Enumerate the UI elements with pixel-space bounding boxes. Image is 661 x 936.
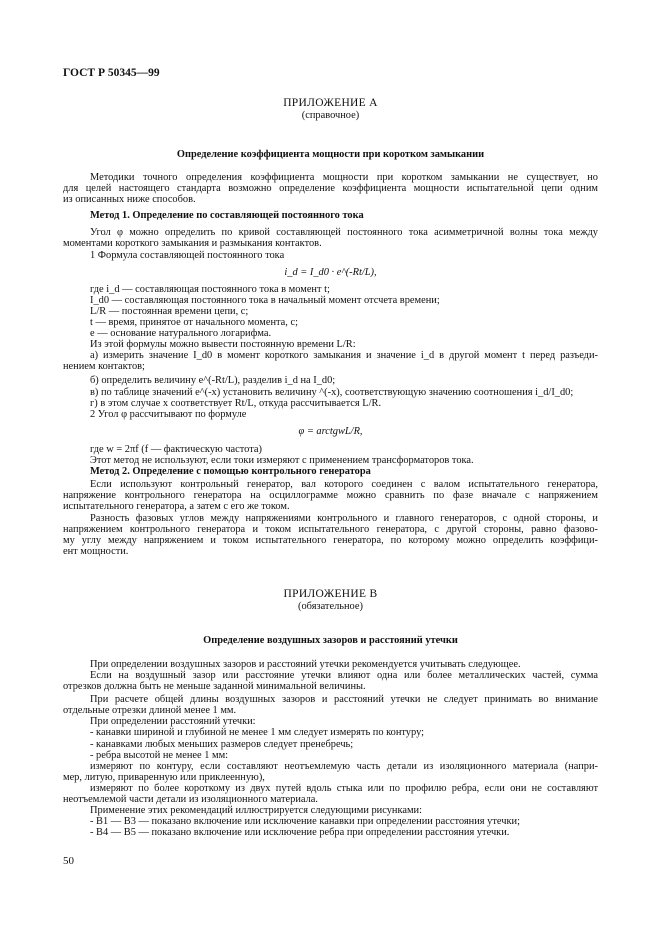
appendix-a-subtitle: (справочное): [301, 110, 360, 121]
appendix-a-heading: Определение коэффициента мощности при коротком замыкании: [176, 149, 485, 160]
m1-item-c: в) по таблице значений e^(-x) установить величину ^(-x), соответствующую значению соотношения i_d/I_d0;: [90, 387, 574, 398]
m1-item-a-line-1: а) измерить значение I_d0 в момент короткого замыкания и значение i_d в другой момент t перед разъеди-: [90, 350, 598, 361]
m2-paragraph-2-line-4: ент мощности.: [63, 546, 129, 557]
where-1-line-5: е — основание натурального логарифма.: [90, 328, 272, 339]
m2-paragraph-2-line-1: Разность фазовых углов между напряжениями контрольного и главного генераторов, с одной стороны, и: [90, 513, 598, 524]
appendix-b-title: ПРИЛОЖЕНИЕ В: [283, 588, 378, 600]
formula-1: i_d = I_d0 · e^(-Rt/L),: [284, 267, 377, 278]
method-1-heading: Метод 1. Определение по составляющей постоянного тока: [90, 210, 364, 221]
b-paragraph-1: При определении воздушных зазоров и расстояний утечки рекомендуется учитывать следующее.: [90, 659, 521, 670]
m2-paragraph-1-line-2: напряжение контрольного генератора на осциллограмме можно сравнить по фазе вначале с напряжением: [63, 490, 598, 501]
m1-paragraph-4: 2 Угол φ рассчитывают по формуле: [90, 409, 247, 420]
b-list-1-item-2: - канавками любых меньших размеров следует пренебречь;: [90, 739, 354, 750]
m1-item-a-line-2: нением контактов;: [63, 361, 145, 372]
b-paragraph-2-line-1: Если на воздушный зазор или расстояние утечки влияют одна или более металлических частей, сумма: [90, 670, 598, 681]
appendix-b-heading: Определение воздушных зазоров и расстояний утечки: [203, 635, 458, 646]
appendix-b-subtitle: (обязательное): [298, 601, 363, 612]
where-1-line-2: I_d0 — составляющая постоянного тока в начальный момент отсчета времени;: [90, 295, 440, 306]
where-2: где w = 2πf (f — фактическую частота): [90, 444, 262, 455]
b-paragraph-7: Применение этих рекомендаций иллюстрируется следующими рисунками:: [90, 805, 422, 816]
m1-item-b: б) определить величину e^(-Rt/L), разделив i_d на I_d0;: [90, 375, 336, 386]
b-list-1-item-3: - ребра высотой не менее 1 мм:: [90, 750, 229, 761]
b-list-2-item-1: - B1 — B3 — показано включение или исключение канавки при определении расстояния утечки;: [90, 816, 520, 827]
m2-paragraph-2-line-2: напряжением контрольного генератора и током испытательного генератора, с другой стороны, равно фазово-: [63, 524, 598, 535]
b-paragraph-6-line-2: неотъемлемой части детали из изоляционного материала.: [63, 794, 318, 805]
intro-line-2: для целей настоящего стандарта возможно определение коэффициента мощности испытательной цепи одним: [63, 183, 598, 194]
where-1-line-1: где i_d — составляющая постоянного тока в момент t;: [90, 284, 330, 295]
formula-2: φ = arctgwL/R,: [298, 426, 363, 437]
b-paragraph-4: При определении расстояний утечки:: [90, 716, 256, 727]
where-1-line-4: t — время, принятое от начального момента, с;: [90, 317, 298, 328]
page-number: 50: [63, 855, 74, 867]
b-paragraph-5-line-2: мер, литую, приваренную или приклеенную),: [63, 772, 265, 783]
b-list-2-item-2: - B4 — B5 — показано включение или исключение ребра при определении расстояния утечки.: [90, 827, 510, 838]
m2-paragraph-2-line-3: му углу между напряжением и током испытательного генератора, по которому можно определить коэффици-: [63, 535, 598, 546]
method-2-heading: Метод 2. Определение с помощью контрольного генератора: [90, 466, 371, 477]
b-paragraph-3-line-1: При расчете общей длины воздушных зазоров и расстояний утечки не следует принимать во внимание: [90, 694, 598, 705]
b-paragraph-5-line-1: измеряют по контуру, если составляют неотъемлемую часть детали из изоляционного материала (напри-: [90, 761, 598, 772]
m1-paragraph-1-line-1: Угол φ можно определить по кривой составляющей постоянного тока асимметричной волны тока между: [90, 227, 598, 238]
b-paragraph-6-line-1: измеряют по более короткому из двух путей вдоль стыка или по профилю ребра, если они не составляют: [90, 783, 598, 794]
m2-paragraph-1-line-3: испытательного генератора, а затем с его же током.: [63, 501, 290, 512]
m1-paragraph-1-line-2: моментами короткого замыкания и размыкания контактов.: [63, 238, 322, 249]
m1-paragraph-5: Этот метод не используют, если токи измеряют с применением трансформаторов тока.: [90, 455, 474, 466]
m1-paragraph-3: Из этой формулы можно вывести постоянную времени L/R:: [90, 339, 356, 350]
intro-line-1: Методики точного определения коэффициента мощности при коротком замыкании не существует, но: [90, 172, 598, 183]
intro-line-3: из описанных ниже способов.: [63, 194, 196, 205]
where-1-line-3: L/R — постоянная времени цепи, с;: [90, 306, 249, 317]
appendix-a-title: ПРИЛОЖЕНИЕ А: [283, 97, 378, 109]
document-header: ГОСТ Р 50345—99: [63, 67, 160, 79]
m1-item-d: г) в этом случае x соответствует Rt/L, откуда рассчитывается L/R.: [90, 398, 382, 409]
b-paragraph-2-line-2: отрезков должна быть не меньше заданной минимальной величины.: [63, 681, 366, 692]
b-list-1-item-1: - канавки шириной и глубиной не менее 1 мм следует измерять по контуру;: [90, 727, 425, 738]
b-paragraph-3-line-2: отдельные отрезки длиной менее 1 мм.: [63, 705, 237, 716]
m2-paragraph-1-line-1: Если используют контрольный генератор, вал которого соединен с валом испытательного генератора,: [90, 479, 598, 490]
m1-paragraph-2: 1 Формула составляющей постоянного тока: [90, 250, 285, 261]
